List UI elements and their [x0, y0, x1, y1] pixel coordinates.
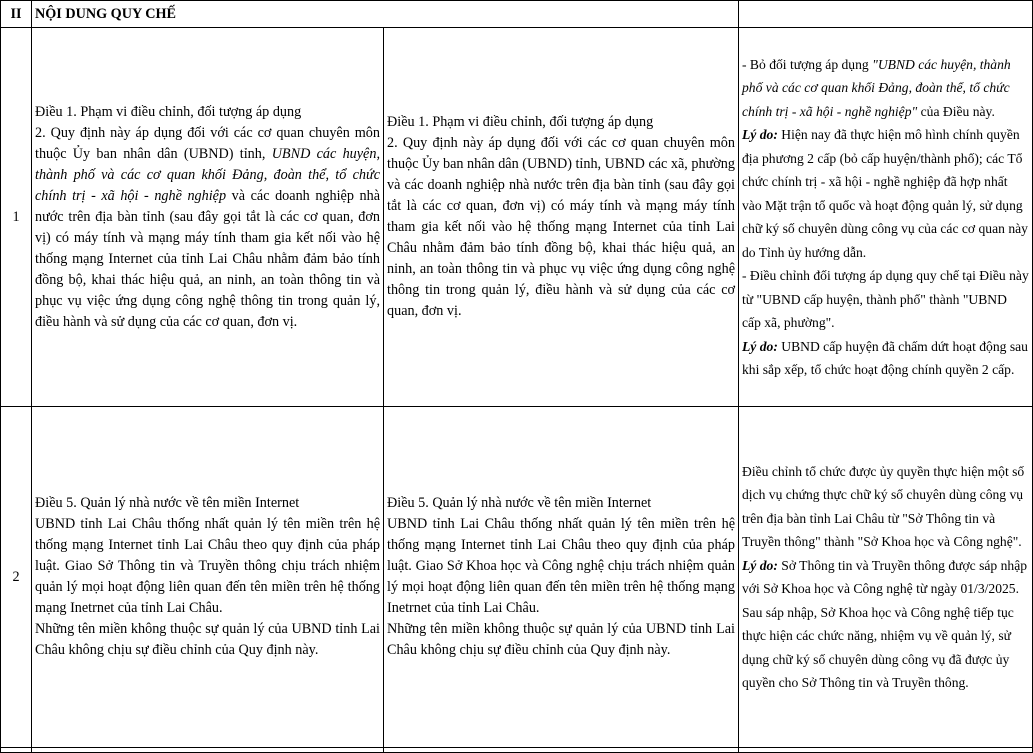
- new-article-heading: Điều 1. Phạm vi điều chỉnh, đối tượng áp dụng: [387, 114, 654, 130]
- new-article-heading: Điều 5. Quản lý nhà nước về tên miền Internet: [387, 495, 652, 511]
- old-article-para-1: UBND tỉnh Lai Châu thống nhất quản lý tên miền trên hệ thống mạng Internet tỉnh Lai Châu theo quy định của pháp luật. Giao Sở Thông tin và Truyền thông chịu trách nhiệm quản lý mọi hoạt động liên quan đến tên miền trên hệ thống mạng Inetrnet của tỉnh Lai Châu.: [35, 516, 380, 616]
- old-content-cell: [32, 28, 384, 407]
- table-row-partial: [1, 748, 1033, 753]
- new-article-para-1: UBND tỉnh Lai Châu thống nhất quản lý tên miền trên hệ thống mạng Internet tỉnh Lai Châu theo quy định của pháp luật. Giao Sở Khoa học và Công nghệ chịu trách nhiệm quản lý mọi hoạt động liên quan đến tên miền trên hệ thống mạng Inetrnet của tỉnh Lai Châu.: [387, 516, 735, 616]
- old-article-heading: Điều 1. Phạm vi điều chỉnh, đối tượng áp dụng: [35, 103, 302, 120]
- note-reason: Lý do: Sở Thông tin và Truyền thông được sáp nhập với Sở Khoa học và Công nghệ từ ngày 01/3/2025. Sau sáp nhập, Sở Khoa học và Công nghệ tiếp tục thực hiện các chức năng, nhiệm vụ về quản lý, sử dụng chữ ký số chuyên dùng công vụ đã được ủy quyền cho Sở Thông tin và Truyền thông.: [742, 557, 1028, 690]
- table-row: [1, 407, 1033, 748]
- row-number: 1: [1, 28, 32, 407]
- row-number: 2: [1, 407, 32, 748]
- old-article-para-2: Những tên miền không thuộc sự quản lý của UBND tỉnh Lai Châu không chịu sự điều chỉnh của Quy định này.: [35, 621, 380, 658]
- new-article-para-2: Những tên miền không thuộc sự quản lý của UBND tỉnh Lai Châu không chịu sự điều chỉnh của Quy định này.: [387, 621, 735, 658]
- note-cell: [739, 28, 1033, 407]
- new-content-cell: [384, 407, 739, 748]
- old-content-cell: [32, 407, 384, 748]
- table-row: [1, 28, 1033, 407]
- section-number: II: [1, 1, 32, 28]
- note-change-a: Điều chỉnh tổ chức được ủy quyền thực hiện một số dịch vụ chứng thực chữ ký số chuyên dùng công vụ trên địa bàn tỉnh Lai Châu từ "Sở Thông tin và Truyền thông" thành "Sở Khoa học và Công nghệ".: [742, 463, 1025, 549]
- note-reason-2: Lý do: UBND cấp huyện đã chấm dứt hoạt động sau khi sắp xếp, tổ chức hoạt động chính quyền 2 cấp.: [742, 338, 1028, 377]
- note-change-b: - Điều chỉnh đối tượng áp dụng quy chế tại Điều này từ "UBND cấp huyện, thành phố" thành "UBND cấp xã, phường".: [742, 268, 1029, 330]
- section-header-row: [1, 1, 1033, 28]
- new-content-cell: [384, 28, 739, 407]
- old-article-heading: Điều 5. Quản lý nhà nước về tên miền Internet: [35, 495, 300, 511]
- section-note-cell: [739, 1, 1033, 28]
- note-change-a: - Bỏ đối tượng áp dụng "UBND các huyện, thành phố và các cơ quan khối Đảng, đoàn thể, tổ chức chính trị - xã hội - nghề nghiệp" của Điều này.: [742, 56, 1011, 119]
- note-reason-1: Lý do: Hiện nay đã thực hiện mô hình chính quyền địa phương 2 cấp (bỏ cấp huyện/thành phố); các Tổ chức chính trị - xã hội - nghề nghiệp đã hợp nhất vào Mặt trận tổ quốc và hoạt động quản lý, sử dụng chữ ký số chuyên dùng công vụ của các cơ quan này do Tỉnh ủy hướng dẫn.: [742, 127, 1028, 260]
- note-cell: [739, 407, 1033, 748]
- section-title: NỘI DUNG QUY CHẾ: [32, 1, 739, 28]
- new-article-clause: 2. Quy định này áp dụng đối với các cơ quan chuyên môn thuộc Ủy ban nhân dân (UBND) tỉnh, UBND các xã, phường và các doanh nghiệp nhà nước trên địa bàn tỉnh (sau đây gọi tắt là các cơ quan, đơn vị) có máy tính và mạng máy tính tham gia kết nối vào hệ thống mạng Internet của tỉnh Lai Châu nhằm đảm bảo tính đồng bộ, khai thác hiệu quả, an ninh, an toàn thông tin và phục vụ việc ứng dụng công nghệ thông tin trong quản lý, điều hành và sử dụng của các cơ quan, đơn vị.: [387, 135, 735, 319]
- old-article-clause: 2. Quy định này áp dụng đối với các cơ quan chuyên môn thuộc Ủy ban nhân dân (UBND) tỉnh, UBND các huyện, thành phố và các cơ quan khối Đảng, đoàn thể, tổ chức chính trị - xã hội - nghề nghiệp và các doanh nghiệp nhà nước trên địa bàn tỉnh (sau đây gọi tắt là các cơ quan, đơn vị) có máy tính và mạng máy tính tham gia kết nối vào hệ thống mạng Internet của tỉnh Lai Châu nhằm đảm bảo tính đồng bộ, khai thác hiệu quả, an ninh, an toàn thông tin và phục vụ việc ứng dụng công nghệ thông tin trong quản lý, điều hành và sử dụng của các cơ quan, đơn vị.: [35, 124, 380, 330]
